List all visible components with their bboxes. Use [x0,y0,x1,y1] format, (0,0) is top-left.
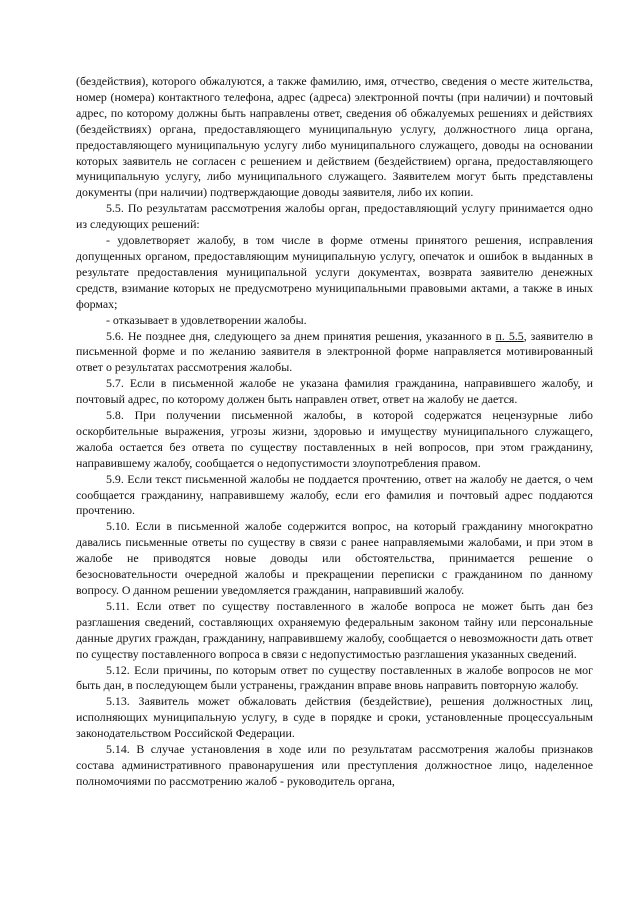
paragraph-5-8: 5.8. При получении письменной жалобы, в которой содержатся нецензурные либо оскорбительные выражения, угрозы жизни, здоровью и имуществу муниципального служащего, жалоба остается без ответа по существу поставленных в ней вопросов, при этом гражданину, направившему жалобу, сообщается о недопустимости злоупотребления правом. [76,408,593,470]
list-item-refuse: - отказывает в удовлетворении жалобы. [106,312,307,327]
paragraph-continuation: (бездействия), которого обжалуются, а также фамилию, имя, отчество, сведения о месте жительства, номер (номера) контактного телефона, адрес (адреса) электронной почты (при наличии) и почтовый адрес, по которому должны быть направлены ответ, сведения об обжалуемых решениях и действиях (бездействиях) органа, предоставляющего муниципальную услугу, должностного лица органа, предоставляющего муниципальную услугу либо муниципального служащего, доводы на основании которых заявитель не согласен с решением и действием (бездействием) органа, предоставляющего муниципальную услугу, либо муниципального служащего. Заявителем могут быть представлены документы (при наличии) подтверждающие доводы заявителя, либо их копии. [76,74,593,200]
paragraph-5-14: 5.14. В случае установления в ходе или по результатам рассмотрения жалобы признаков состава административного правонарушения или преступления должностное лицо, наделенное полномочиями по рассмотрению жалоб - руководитель органа, [76,742,593,788]
paragraph-5-7: 5.7. Если в письменной жалобе не указана фамилия гражданина, направившего жалобу, и почтовый адрес, по которому должен быть направлен ответ, ответ на жалобу не дается. [76,376,593,407]
document-page [76,74,593,790]
paragraph-5-12: 5.12. Если причины, по которым ответ по существу поставленных в жалобе вопросов не мог быть дан, в последующем были устранены, гражданин вправе вновь направить повторную жалобу. [76,662,593,693]
paragraph-5-6-text-end: , заявителю в письменной форме и по желанию заявителя в электронной форме направляется мотивированный ответ о результатах рассмотрения жалобы. [76,328,593,375]
list-item-satisfy: - удовлетворяет жалобу, в том числе в форме отмены принятого решения, исправления допущенных органом, предоставляющим муниципальную услугу, опечаток и ошибок в выданных в результате предоставления муниципальной услуги документах, возврата заявителю денежных средств, взимание которых не предусмотрено муниципальными правовыми актами, а также в иных формах; [76,233,593,311]
paragraph-5-9: 5.9. Если текст письменной жалобы не поддается прочтению, ответ на жалобу не дается, о чем сообщается гражданину, направившему жалобу, если его фамилия и почтовый адрес поддаются прочтению. [76,471,593,518]
paragraph-5-5: 5.5. По результатам рассмотрения жалобы орган, предоставляющий услугу принимается одно из следующих решений: [76,201,593,232]
paragraph-5-13: 5.13. Заявитель может обжаловать действия (бездействие), решения должностных лиц, исполняющих муниципальную услугу, в суде в порядке и сроки, установленные процессуальным законодательством Российской Федерации. [76,694,593,741]
reference-link-5-5[interactable]: п. 5.5 [495,328,524,343]
paragraph-5-10: 5.10. Если в письменной жалобе содержится вопрос, на который гражданину многократно давались письменные ответы по существу в связи с ранее направляемыми жалобами, и при этом в жалобе не приводятся новые доводы или обстоятельства, принимается решение о безосновательности очередной жалобы и прекращении переписки с гражданином по данному вопросу. О данном решении уведомляется гражданин, направивший жалобу. [76,519,593,597]
paragraph-5-6 [76,329,593,377]
paragraph-5-6-text-start: 5.6. Не позднее дня, следующего за днем принятия решения, указанного в [106,328,496,343]
paragraph-5-11: 5.11. Если ответ по существу поставленного в жалобе вопроса не может быть дан без разглашения сведений, составляющих охраняемую федеральным законом тайну или персональные данные других граждан, гражданину, направившему жалобу, сообщается о невозможности дать ответ по существу поставленного вопроса в связи с недопустимостью разглашения указанных сведений. [76,598,593,661]
